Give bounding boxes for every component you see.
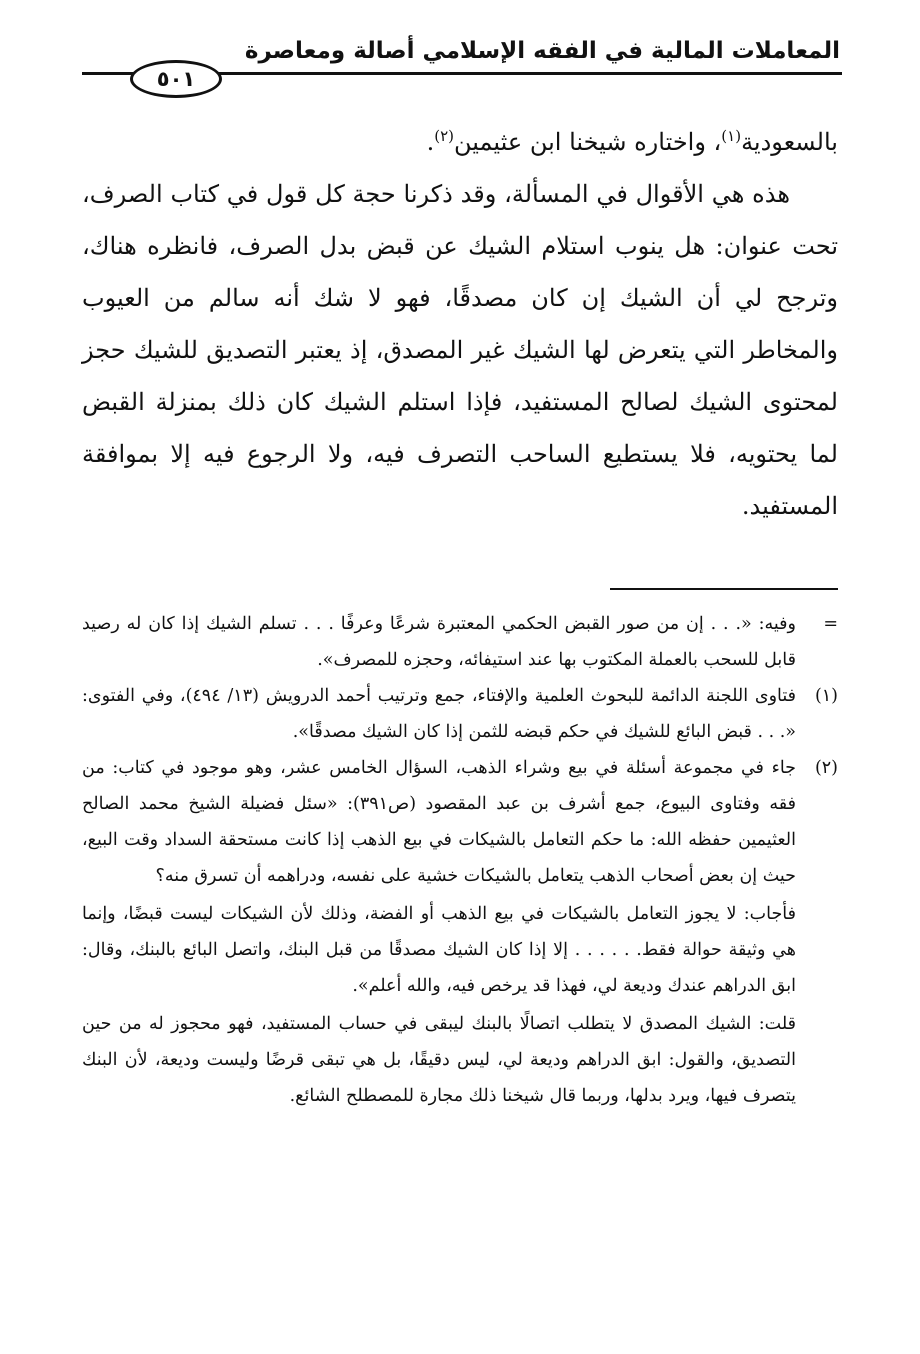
footnotes	[82, 606, 838, 1114]
footnote-mark: (٢)	[814, 758, 838, 778]
footnote-body	[82, 606, 796, 678]
footnote-separator	[610, 588, 838, 590]
footnote-item	[82, 606, 838, 678]
footnote-mark: (١)	[814, 686, 838, 706]
footnote-ref-1: (١)	[721, 127, 742, 145]
footnote-paragraph: قلت: الشيك المصدق لا يتطلب اتصالًا بالبنك ليبقى في حساب المستفيد، فهو محجوز له من حين التصديق، والقول: ابق الدراهم وديعة لي، ليس دقيقًا، بل هي تبقى قرضًا وليست وديعة، لأن البنك يتصرف فيها، ويرد بدلها، وربما قال شيخنا ذلك مجارة للمصطلح الشائع.	[82, 1014, 796, 1106]
footnote-mark: =	[823, 614, 838, 634]
footnote-paragraph: فأجاب: لا يجوز التعامل بالشيكات في بيع الذهب أو الفضة، وذلك لأن الشيكات ليست قبضًا، وإنما هي وثيقة حوالة فقط. . . . . . إلا إذا كان الشيك مصدقًا من قبل البنك، واتصل البائع بالبنك، وقال: ابق الدراهم عندك وديعة لي، فهذا قد يرخص فيه، والله أعلم».	[82, 904, 796, 996]
footnote-body	[82, 750, 796, 1114]
footnote-paragraph: فتاوى اللجنة الدائمة للبحوث العلمية والإفتاء، جمع وترتيب أحمد الدرويش (١٣/ ٤٩٤)، وفي الفتوى: «. . . قبض البائع للشيك في حكم قبضه للثمن إذا كان الشيك مصدقًا».	[82, 686, 796, 742]
page-number-badge	[130, 60, 222, 98]
running-header-title: المعاملات المالية في الفقه الإسلامي أصالة ومعاصرة	[244, 38, 840, 64]
footnote-body	[82, 678, 796, 750]
footnote-item	[82, 750, 838, 1114]
footnote-item	[82, 678, 838, 750]
page-number: ٥٠١	[156, 67, 196, 91]
footnote-paragraph: وفيه: «. . . إن من صور القبض الحكمي المعتبرة شرعًا وعرفًا . . . تسلم الشيك إذا كان له رصيد قابل للسحب بالعملة المكتوب بها عند استيفائه، وحجزه للمصرف».	[82, 614, 796, 670]
body-line-1: بالسعودية$^{(١)}$، واختاره شيخنا ابن عثيمين$^{(٢)}$.	[426, 127, 838, 156]
body-paragraph: هذه هي الأقوال في المسألة، وقد ذكرنا حجة كل قول في كتاب الصرف، تحت عنوان: هل ينوب استلام الشيك عن قبض بدل الصرف، فانظره هناك، وترجح لي أن الشيك إن كان مصدقًا، فهو لا شك أنه سالم من العيوب والمخاطر التي يتعرض لها الشيك غير المصدق، إذ يعتبر التصديق للشيك حجز لمحتوى الشيك لصالح المستفيد، فإذا استلم الشيك كان ذلك بمنزلة القبض لما يحتويه، فلا يستطيع الساحب التصرف فيه، ولا الرجوع فيه إلا بموافقة المستفيد.	[82, 180, 838, 520]
footnote-ref-2: (٢)	[434, 127, 454, 145]
footnote-paragraph: جاء في مجموعة أسئلة في بيع وشراء الذهب، السؤال الخامس عشر، وهو موجود في كتاب: من فقه وفتاوى البيوع، جمع أشرف بن عبد المقصود (ص٣٩١): «سئل فضيلة الشيخ محمد الصالح العثيمين حفظه الله: ما حكم التعامل بالشيكات في بيع الذهب إذا كانت مستحقة السداد وقت البيع، حيث إن بعض أصحاب الذهب يتعامل بالشيكات خشية على نفسه، ودراهمه أن تسرق منه؟	[82, 758, 796, 886]
main-text	[82, 116, 838, 532]
